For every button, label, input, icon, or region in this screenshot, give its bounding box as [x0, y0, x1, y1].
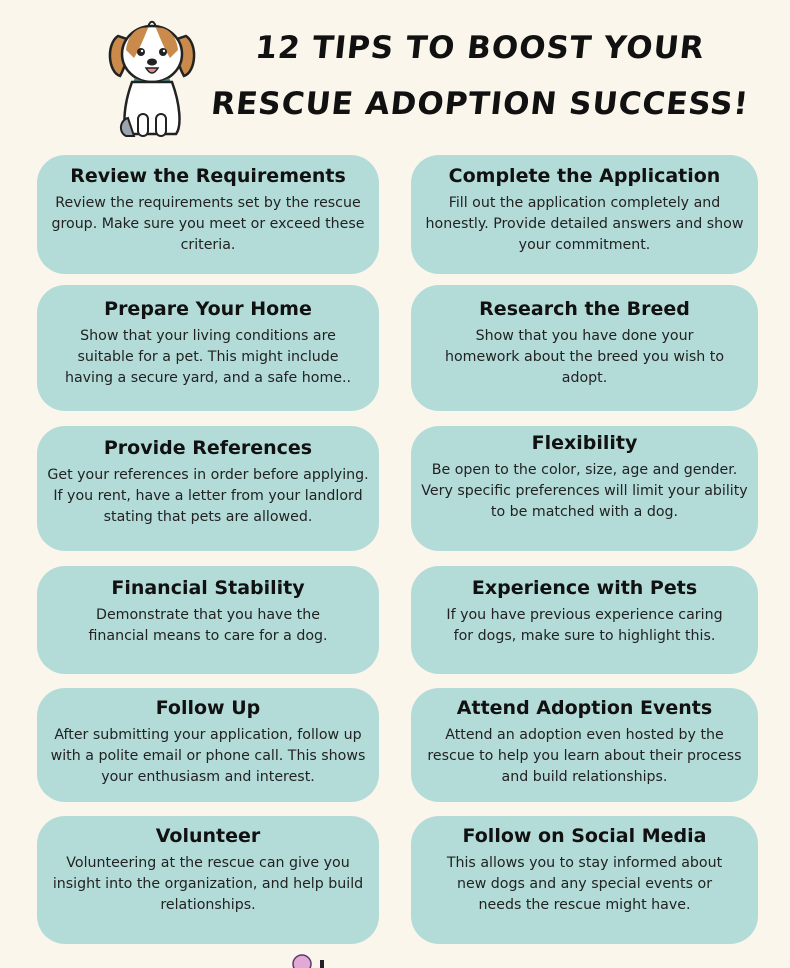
tip-body: Be open to the color, size, age and gender. Very specific preferences will limit your ability to be matched with a dog.	[421, 462, 748, 520]
tip-title: Complete the Application	[448, 165, 721, 187]
tip-title: Prepare Your Home	[104, 298, 312, 320]
tip-title: Research the Breed	[479, 298, 690, 320]
tip-card-prepare-home	[37, 285, 379, 411]
tip-body: After submitting your application, follow up with a polite email or phone call. This shows your enthusiasm and interest.	[50, 727, 366, 785]
tip-card-social-media	[411, 816, 758, 944]
tip-body: Fill out the application completely and honestly. Provide detailed answers and show your commitment.	[425, 195, 744, 253]
tip-card-volunteer	[37, 816, 379, 944]
tip-body: If you have previous experience caring for dogs, make sure to highlight this.	[446, 607, 723, 644]
tip-card-follow-up	[37, 688, 379, 802]
tip-body: Show that your living conditions are suitable for a pet. This might include having a secure yard, and a safe home..	[64, 328, 352, 386]
tip-card-research-breed	[411, 285, 758, 411]
tip-title: Attend Adoption Events	[456, 697, 713, 719]
page-title-line-1: 12 TIPS TO BOOST YOUR	[253, 30, 707, 66]
tip-body: Show that you have done your homework about the breed you wish to adopt.	[444, 328, 725, 386]
tip-body: Volunteering at the rescue can give you insight into the organization, and help build relationships.	[52, 855, 364, 913]
tip-title: Volunteer	[155, 825, 261, 847]
tip-title: Experience with Pets	[471, 577, 698, 599]
tip-card-attend-events	[411, 688, 758, 802]
tip-card-review-requirements	[37, 155, 379, 274]
tip-card-financial-stability	[37, 566, 379, 674]
tip-card-experience-pets	[411, 566, 758, 674]
tip-card-complete-application	[411, 155, 758, 274]
tip-body: This allows you to stay informed about new dogs and any special events or needs the rescue might have.	[446, 855, 723, 913]
tip-card-flexibility	[411, 426, 758, 551]
tip-title: Review the Requirements	[70, 165, 346, 187]
puppy-mascot-icon	[104, 14, 200, 142]
header	[0, 0, 790, 150]
tip-title: Flexibility	[531, 432, 638, 454]
tip-body: Get your references in order before applying. If you rent, have a letter from your landlord stating that pets are allowed.	[47, 467, 369, 525]
tip-body: Review the requirements set by the rescue group. Make sure you meet or exceed these criteria.	[51, 195, 365, 253]
tip-title: Financial Stability	[111, 577, 305, 599]
tip-body: Attend an adoption even hosted by the rescue to help you learn about their process and build relationships.	[427, 727, 742, 785]
tip-title: Follow on Social Media	[462, 825, 707, 847]
footer-logo-icon	[290, 950, 330, 968]
page-title-line-2: RESCUE ADOPTION SUCCESS!	[209, 86, 751, 122]
tip-title: Provide References	[103, 437, 313, 459]
tip-title: Follow Up	[155, 697, 261, 719]
tip-body: Demonstrate that you have the financial means to care for a dog.	[88, 607, 328, 644]
tip-card-provide-references	[37, 426, 379, 551]
